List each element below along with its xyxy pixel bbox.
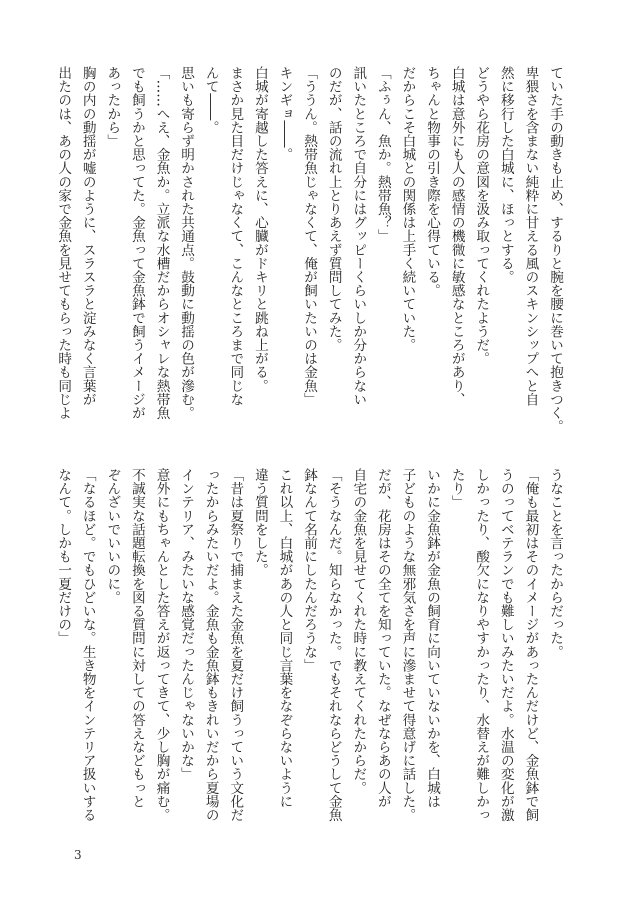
text-line: 不誠実な話題転換を図る質問に対しての答えなどもっと (128, 468, 145, 808)
text-line: キンギョ――。 (276, 66, 293, 162)
text-line: いかに金魚鉢が金魚の飼育に向いていないかを、白城は (424, 468, 441, 808)
text-line: 「そうなんだ。知らなかった。でもそれならどうして金魚 (325, 468, 342, 822)
text-line: 出たのは、あの人の家で金魚を見せてもらった時も同じよ (55, 66, 72, 420)
text-line: たり」 (448, 468, 465, 509)
text-line: ていた手の動きも止め、するりと腕を腰に巻いて抱きつく。 (547, 66, 563, 434)
text-line: ったからみたいだよ。金魚も金魚鉢もきれいだから夏場の (202, 468, 219, 822)
text-line: 胸の内の動揺が嘘のように、スラスラと淀みなく言葉が (79, 66, 96, 406)
text-line: 然に移行した白城に、ほっとする。 (497, 66, 514, 284)
text-line: 「昔は夏祭りで捕まえた金魚を夏だけ飼うっていう文化だ (227, 468, 244, 822)
text-line: うなことを言ったからだった。 (547, 468, 563, 659)
text-line: うのってベテランでも難しいみたいだよ。水温の変化が激 (497, 468, 514, 822)
text-line: のだが、話の流れ上とりあえず質問してみた。 (325, 66, 342, 352)
text-line: なんて。しかも一夏だけの」 (55, 468, 72, 645)
text-line: 白城は意外にも人の感情の機微に敏感なところがあり、 (448, 66, 465, 406)
text-line: ちゃんと物事の引き際を心得ている。 (424, 66, 441, 298)
text-line: ぞんざいでいいのに。 (104, 468, 121, 604)
upper-text-block (51, 66, 567, 446)
text-line: しかったり、酸欠になりやすかったり、水替えが難しかっ (473, 468, 490, 822)
text-line: インテリア、みたいな感覚だったんじゃないかな」 (178, 468, 195, 781)
text-line: どうやら花房の意図を汲み取ってくれたようだ。 (473, 66, 490, 366)
text-line: 「……へえ、金魚か。立派な水槽だからオシャレな熱帯魚 (153, 66, 170, 420)
text-line: 卑猥さを含まない純粋に甘える風のスキンシップへと自 (522, 66, 539, 406)
text-line: 意外にもちゃんとした答えが返ってきて、少し胸が痛む。 (153, 468, 170, 822)
text-line: だが、花房はその全てを知っていた。なぜならあの人が (374, 468, 391, 808)
text-line: 子どものような無邪気さを声に滲ませて得意げに話した。 (399, 468, 416, 822)
text-line: 自宅の金魚を見せてくれた時に教えてくれたからだ。 (350, 468, 367, 795)
text-line: 鉢なんて名前にしたんだろうな」 (301, 468, 318, 672)
text-line: あったから」 (104, 66, 121, 148)
text-line: でも飼うかと思ってた。金魚って金魚鉢で飼うイメージが (128, 66, 145, 420)
text-line: 「ふぅん、魚か。熱帯魚？」 (374, 66, 391, 243)
text-line: 「なるほど。でもひどいな。生き物をインテリア扱いする (79, 468, 96, 822)
text-line: 「俺も最初はそのイメージがあったんだけど、金魚鉢で飼 (522, 468, 539, 822)
page-number: 3 (74, 848, 82, 862)
text-line: 白城が寄越した答えに、心臓がドキリと跳ね上がる。 (251, 66, 268, 393)
text-line: 訊いたところで自分にはグッピーくらいしか分からない (350, 66, 367, 406)
text-line: 思いも寄らず明かされた共通点。鼓動に動揺の色が滲む。 (178, 66, 195, 420)
lower-text-block (51, 468, 567, 848)
text-line: まさか見た目だけじゃなくて、こんなところまで同じな (227, 66, 244, 406)
text-line: だからこそ白城との関係は上手く続いていた。 (399, 66, 416, 352)
text-line: 違う質問をした。 (251, 468, 268, 577)
text-line: これ以上、白城があの人と同じ言葉をなぞらないように (276, 468, 293, 808)
text-line: 「ううん。熱帯魚じゃなくて、俺が飼いたいのは金魚」 (301, 66, 318, 406)
text-line: んて――。 (202, 66, 219, 134)
